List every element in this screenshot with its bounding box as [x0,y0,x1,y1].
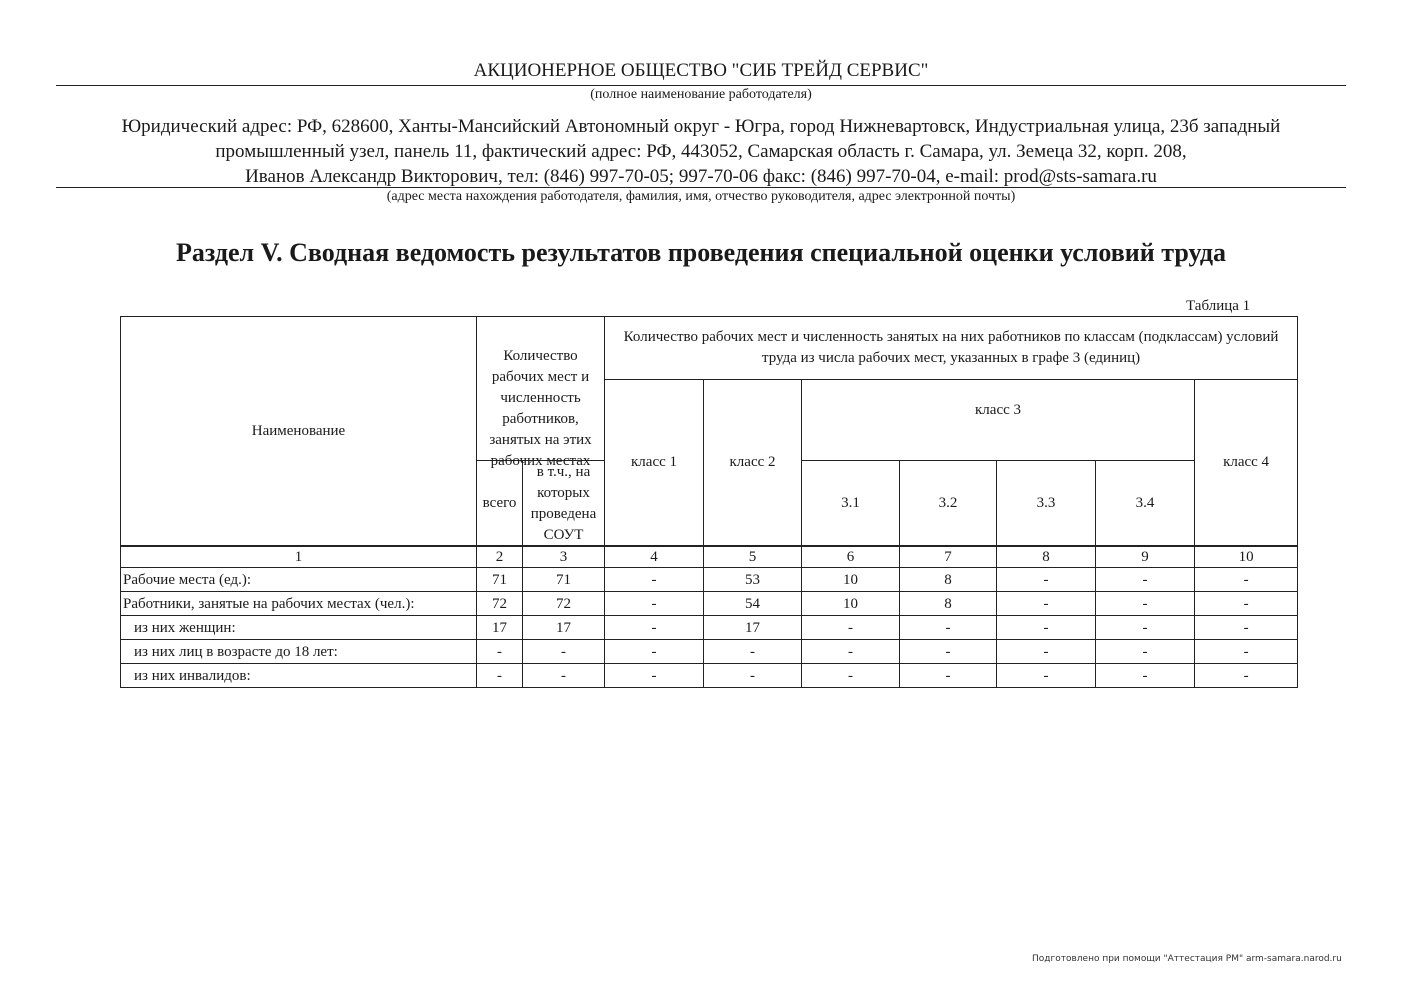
address-rule [56,187,1346,188]
header-classes: Количество рабочих мест и численность занятых на них работников по классам (подклассам) условий труда из числа рабочих мест, указанных в графе 3 (единиц) [605,317,1298,380]
header-class-2: класс 2 [704,380,802,547]
table-cell: 71 [523,568,605,592]
column-number: 7 [900,546,997,568]
header-quantity: Количество рабочих мест и численность работников, занятых на этих рабочих местах [477,317,605,461]
table-cell: - [802,640,900,664]
table-cell: - [802,664,900,688]
column-number: 5 [704,546,802,568]
header-rule [56,85,1346,86]
table-cell: - [1195,568,1298,592]
table-cell: - [1195,616,1298,640]
table-cell: - [900,616,997,640]
section-title: Раздел V. Сводная ведомость результатов проведения специальной оценки условий труда [176,238,1226,267]
table-row [121,616,1298,640]
header-name: Наименование [121,317,477,547]
table-row [121,640,1298,664]
column-numbers-row [121,546,1298,568]
table-cell: - [477,664,523,688]
table-cell: - [477,640,523,664]
header-sub-3-3: 3.3 [997,461,1096,547]
column-number: 4 [605,546,704,568]
column-number: 2 [477,546,523,568]
row-name: из них инвалидов: [121,664,477,688]
table-cell: 8 [900,568,997,592]
column-number: 3 [523,546,605,568]
table-cell: 8 [900,592,997,616]
address-line-2: промышленный узел, панель 11, фактический адрес: РФ, 443052, Самарская область г. Самара, ул. Земеца 32, корп. 208, [215,141,1187,162]
summary-table [120,316,1298,688]
column-number: 9 [1096,546,1195,568]
table-cell: - [802,616,900,640]
table-label: Таблица 1 [1186,298,1251,314]
table-cell: - [900,640,997,664]
table-row [121,568,1298,592]
table-cell: 54 [704,592,802,616]
column-number: 8 [997,546,1096,568]
table-cell: 53 [704,568,802,592]
table-cell: - [997,616,1096,640]
organization-caption: (полное наименование работодателя) [590,87,812,102]
table-cell: 17 [523,616,605,640]
column-number: 1 [121,546,477,568]
table-cell: - [1096,664,1195,688]
header-sout: в т.ч., на которых проведена СОУТ [523,461,605,547]
table-cell: - [997,664,1096,688]
table-cell: - [605,568,704,592]
table-cell: - [1195,664,1298,688]
header-sub-3-2: 3.2 [900,461,997,547]
header-class-4: класс 4 [1195,380,1298,547]
table-cell: - [523,640,605,664]
address-caption: (адрес места нахождения работодателя, фамилия, имя, отчество руководителя, адрес электронной почты) [386,189,1016,204]
header-class-1: класс 1 [605,380,704,547]
table-row [121,592,1298,616]
header-total: всего [477,461,523,547]
table-cell: - [605,640,704,664]
table-cell: - [704,640,802,664]
table-cell: 17 [477,616,523,640]
header-class-3: класс 3 [802,380,1195,461]
table-cell: 72 [477,592,523,616]
table-cell: - [1195,640,1298,664]
table-cell: - [1096,592,1195,616]
column-number: 6 [802,546,900,568]
table-cell: - [1096,640,1195,664]
table-cell: 72 [523,592,605,616]
table-cell: - [1096,616,1195,640]
table-cell: - [997,640,1096,664]
table-cell: - [523,664,605,688]
table-cell: 10 [802,592,900,616]
table-cell: - [605,592,704,616]
table-row [121,664,1298,688]
header-sub-3-4: 3.4 [1096,461,1195,547]
employer-address [60,114,1342,189]
table-cell: 71 [477,568,523,592]
table-cell: - [1195,592,1298,616]
table-cell: - [997,568,1096,592]
address-line-1: Юридический адрес: РФ, 628600, Ханты-Мансийский Автономный округ - Югра, город Нижневартовск, Индустриальная улица, 23б западный [121,116,1281,137]
row-name: из них женщин: [121,616,477,640]
table-cell: - [997,592,1096,616]
table-cell: - [605,664,704,688]
table-cell: - [605,616,704,640]
table-cell: 10 [802,568,900,592]
table-cell: - [1096,568,1195,592]
footer-note: Подготовлено при помощи "Аттестация РМ" arm-samara.narod.ru [1032,954,1342,964]
row-name: Рабочие места (ед.): [121,568,477,592]
header-sub-3-1: 3.1 [802,461,900,547]
organization-name: АКЦИОНЕРНОЕ ОБЩЕСТВО "СИБ ТРЕЙД СЕРВИС" [473,60,929,81]
table-cell: 17 [704,616,802,640]
row-name: Работники, занятые на рабочих местах (чел.): [121,592,477,616]
column-number: 10 [1195,546,1298,568]
table-cell: - [704,664,802,688]
table-cell: - [900,664,997,688]
address-line-3: Иванов Александр Викторович, тел: (846) 997-70-05; 997-70-06 факс: (846) 997-70-04, e-mail: prod@sts-samara.ru [245,166,1157,187]
row-name: из них лиц в возрасте до 18 лет: [121,640,477,664]
